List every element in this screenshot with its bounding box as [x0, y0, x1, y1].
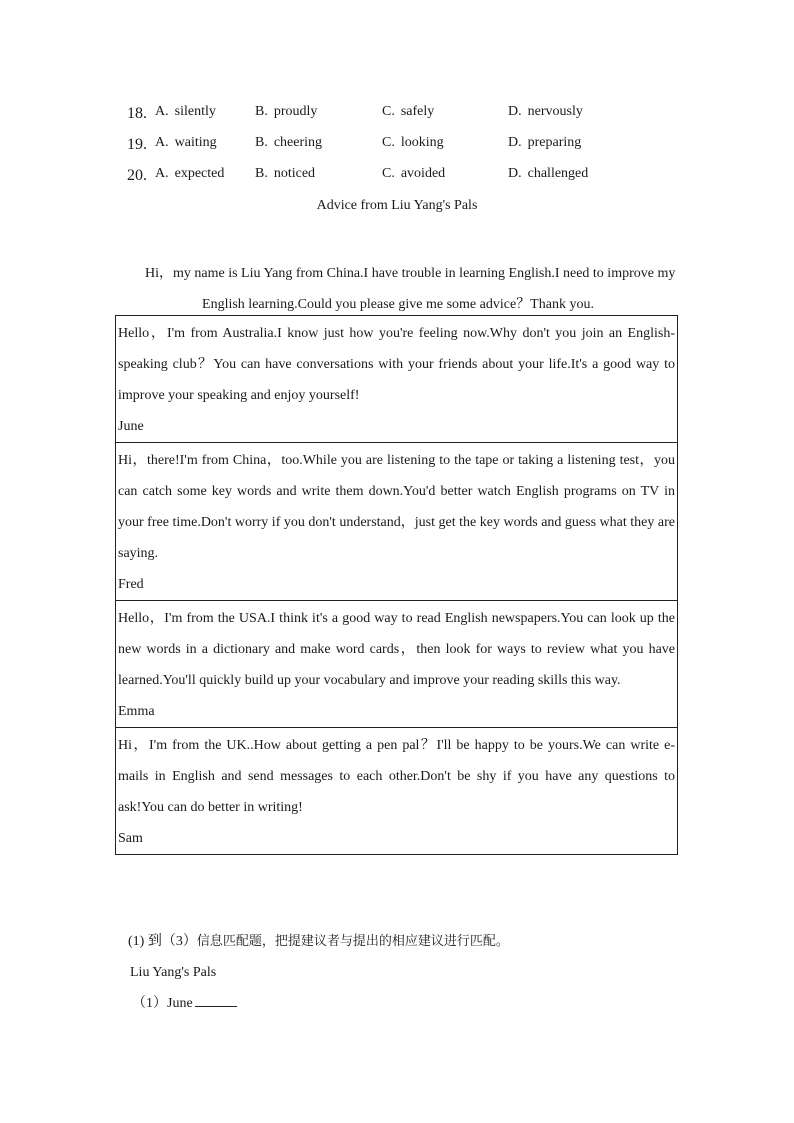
answer-options: [127, 102, 687, 195]
option-c: C. safely: [382, 104, 435, 119]
advice-signature: Fred: [118, 577, 144, 592]
advice-text: Hello，I'm from the USA.I think it's a good way to read English newspapers.You can look up the new words in a dictionary and make word cards，then look for ways to review what you have learned.You'll quickly build up your vocabulary and improve your reading skills this way.: [118, 611, 675, 688]
advice-cell-emma: [116, 601, 677, 728]
advice-text: Hello，I'm from Australia.I know just how you're feeling now.Why don't you join an English-speaking club？You can have conversations with your friends about your life.It's a good way to improve your speaking and enjoy yourself!: [118, 326, 675, 403]
answer-blank[interactable]: [195, 992, 237, 1007]
option-b: B. noticed: [255, 166, 316, 181]
advice-signature: June: [118, 419, 144, 434]
option-row-20: [127, 164, 687, 195]
question-number: 18.: [127, 105, 147, 122]
passage-title: Advice from Liu Yang's Pals: [316, 198, 478, 213]
option-c: C. looking: [382, 135, 444, 150]
passage-intro: [117, 258, 679, 320]
advice-text: Hi，there!I'm from China，too.While you are listening to the tape or taking a listening test，you can catch some key words and write them down.You'd better watch English programs on TV in your free time.Don't worry if you don't understand，just get the key words and guess what they are saying.: [118, 453, 675, 561]
matching-question: [128, 926, 688, 1019]
matching-item-1: （1）June: [128, 988, 688, 1019]
advice-table: [115, 315, 678, 855]
pals-label: Liu Yang's Pals: [130, 965, 217, 980]
option-row-19: [127, 133, 687, 164]
option-d: D. challenged: [508, 166, 589, 181]
advice-cell-sam: [116, 728, 677, 854]
advice-cell-fred: [116, 443, 677, 601]
option-row-18: [127, 102, 687, 133]
intro-line-1: Hi，my name is Liu Yang from China.I have trouble in learning English.I need to improve my: [145, 266, 676, 281]
advice-text: Hi，I'm from the UK..How about getting a pen pal？I'll be happy to be yours.We can write e-mails in English and send messages to each other.Don't be shy if you have any questions to ask!You can do better in writing!: [118, 738, 675, 815]
option-b: B. proudly: [255, 104, 318, 119]
intro-line-2: English learning.Could you please give me some advice？Thank you.: [202, 297, 594, 312]
question-number: 20.: [127, 167, 147, 184]
question-instruction: (1) 到（3）信息匹配题，把提建议者与提出的相应建议进行匹配。: [128, 934, 509, 949]
option-a: A. silently: [155, 104, 216, 119]
advice-signature: Emma: [118, 704, 155, 719]
question-number: 19.: [127, 136, 147, 153]
option-a: A. expected: [155, 166, 225, 181]
advice-signature: Sam: [118, 831, 143, 846]
option-a: A. waiting: [155, 135, 217, 150]
option-d: D. nervously: [508, 104, 583, 119]
option-b: B. cheering: [255, 135, 323, 150]
option-c: C. avoided: [382, 166, 446, 181]
option-d: D. preparing: [508, 135, 582, 150]
advice-cell-june: [116, 316, 677, 443]
